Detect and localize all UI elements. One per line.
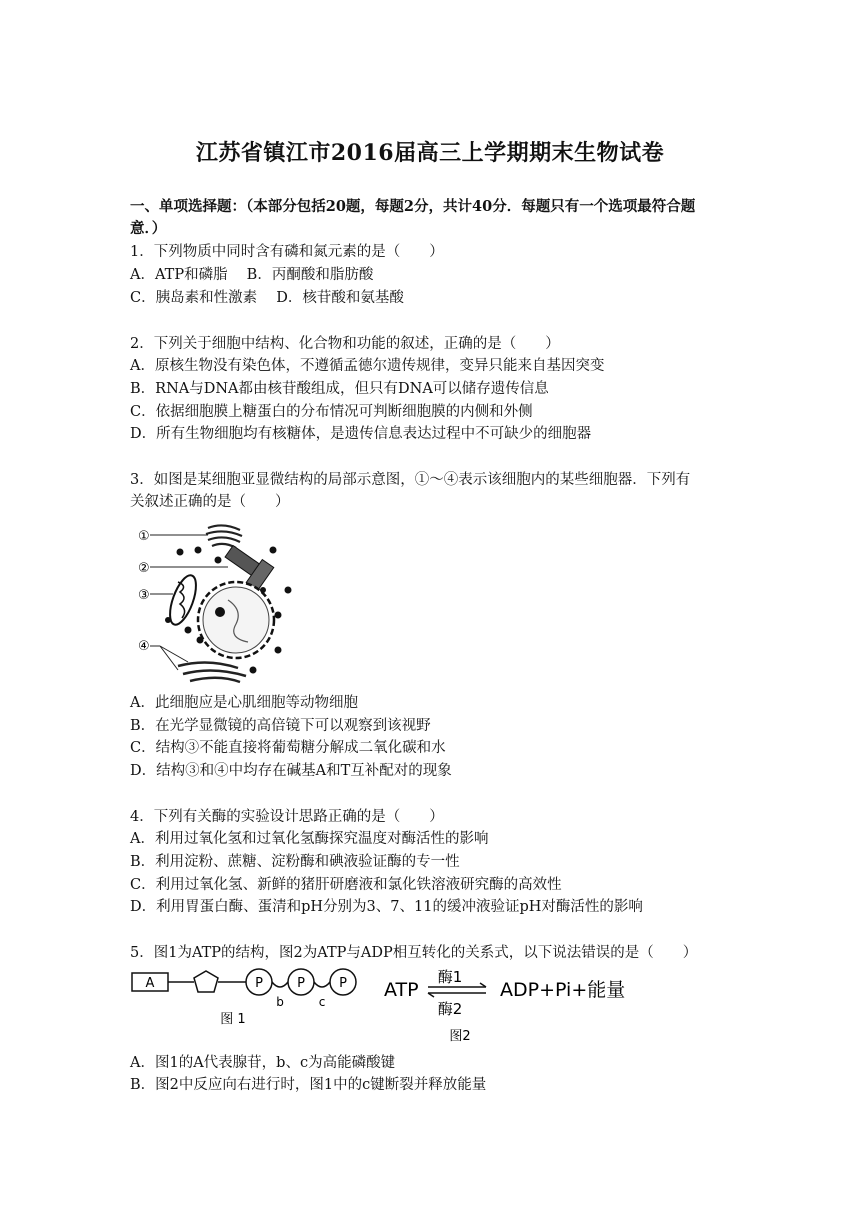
q4-option-b: B．利用淀粉、蔗糖、淀粉酶和碘液验证酶的专一性	[130, 854, 460, 870]
section-heading-line1: 一、单项选择题：（本部分包括20题，每题2分，共计40分．每题只有一个选项最符合题	[130, 198, 696, 215]
bond-b-label: b	[276, 995, 284, 1009]
adp-pi-energy-label: ADP+Pi+能量	[500, 979, 626, 1001]
q5-option-b: B．图2中反应向右进行时，图1中的c键断裂并释放能量	[130, 1077, 487, 1093]
q3-option-b: B．在光学显微镜的高倍镜下可以观察到该视野	[130, 718, 431, 734]
atp-label: ATP	[384, 979, 419, 1001]
nucleus	[198, 582, 274, 658]
q2-option-a: A．原核生物没有染色体，不遵循孟德尔遗传规律，变异只能来自基因突变	[130, 358, 605, 374]
q5-option-a: A．图1的A代表腺苷，b、c为高能磷酸键	[130, 1055, 396, 1071]
figure-label-4: ④	[138, 639, 150, 654]
figure-1-caption: 图 1	[220, 1012, 246, 1027]
enzyme-2-label: 酶2	[437, 1000, 463, 1018]
q3-stem-line2: 关叙述正确的是（ ）	[130, 494, 290, 510]
q4-stem: 4．下列有关酶的实验设计思路正确的是（ ）	[130, 809, 444, 825]
phosphate-2-label: P	[297, 976, 305, 991]
q3-option-a: A．此细胞应是心肌细胞等动物细胞	[130, 695, 358, 711]
figure-label-1: ①	[138, 529, 150, 544]
rough-endoplasmic-reticulum	[178, 662, 246, 682]
q2-stem: 2．下列关于细胞中结构、化合物和功能的叙述，正确的是（ ）	[130, 336, 560, 352]
q1-stem: 1．下列物质中同时含有磷和氮元素的是（ ）	[130, 244, 444, 260]
figure-2-caption: 图2	[449, 1029, 471, 1044]
bond-c-label: c	[318, 995, 326, 1009]
golgi-apparatus	[206, 525, 242, 548]
q3-option-d: D．结构③和④中均存在碱基A和T互补配对的现象	[130, 763, 452, 779]
enzyme-1-label: 酶1	[437, 968, 463, 986]
q3-option-c: C．结构③不能直接将葡萄糖分解成二氧化碳和水	[130, 740, 446, 756]
q3-stem-line1: 3．如图是某细胞亚显微结构的局部示意图，①～④表示该细胞内的某些细胞器．下列有	[130, 472, 691, 488]
q2-option-c: C．依据细胞膜上糖蛋白的分布情况可判断细胞膜的内侧和外侧	[130, 404, 533, 420]
atp-structure-figure	[128, 966, 388, 1032]
page-title: 江苏省镇江市2016届高三上学期期末生物试卷	[195, 140, 665, 166]
q1-options-ab: A．ATP和磷脂 B．丙酮酸和脂肪酸	[130, 267, 374, 283]
atp-adp-conversion-figure	[382, 966, 632, 1046]
adenine-label: A	[145, 976, 155, 991]
q1-options-cd: C．胰岛素和性激素 D．核苷酸和氨基酸	[130, 290, 404, 306]
q2-option-b: B．RNA与DNA都由核苷酸组成，但只有DNA可以储存遗传信息	[130, 381, 549, 397]
q4-option-a: A．利用过氧化氢和过氧化氢酶探究温度对酶活性的影响	[130, 831, 489, 847]
cell-ultrastructure-figure	[128, 520, 318, 690]
q4-option-c: C．利用过氧化氢、新鲜的猪肝研磨液和氯化铁溶液研究酶的高效性	[130, 877, 562, 893]
phosphate-1-label: P	[255, 976, 263, 991]
ribose-pentagon-icon	[194, 971, 218, 992]
q5-stem: 5．图1为ATP的结构，图2为ATP与ADP相互转化的关系式，以下说法错误的是（ ）	[130, 945, 698, 961]
q4-option-d: D．利用胃蛋白酶、蛋清和pH分别为3、7、11的缓冲液验证pH对酶活性的影响	[130, 899, 643, 915]
q2-option-d: D．所有生物细胞均有核糖体，是遗传信息表达过程中不可缺少的细胞器	[130, 426, 592, 442]
phosphate-3-label: P	[339, 976, 347, 991]
figure-label-3: ③	[138, 588, 150, 603]
figure-label-2: ②	[138, 561, 150, 576]
section-heading-line2: 意．）	[130, 220, 167, 237]
